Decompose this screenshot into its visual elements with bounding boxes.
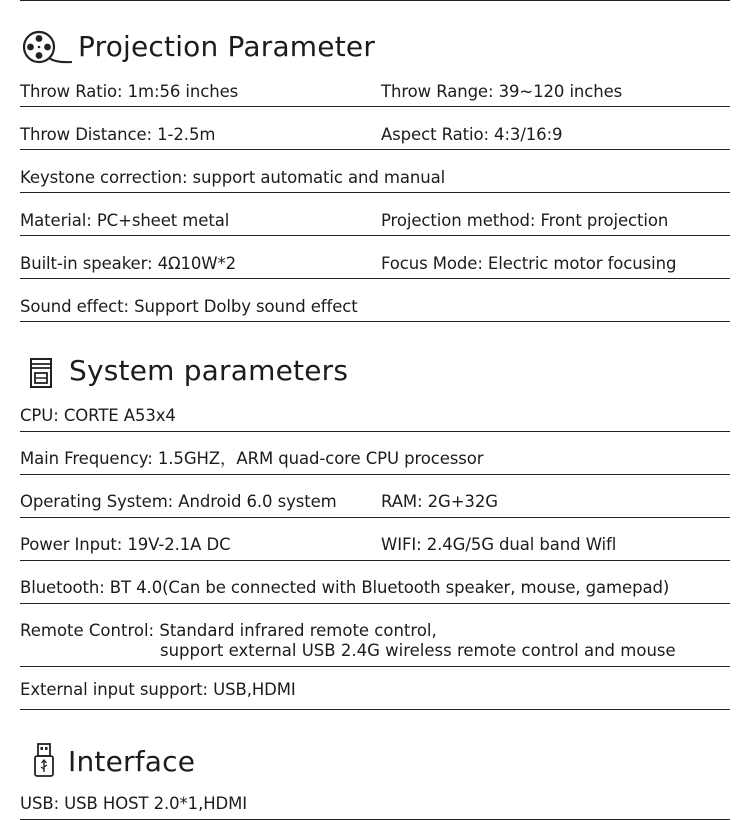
table-row (20, 431, 730, 475)
table-row (20, 106, 730, 150)
spec-main-frequency: Main Frequency: 1.5GHZ，ARM quad-core CPU processor (20, 449, 484, 468)
table-row (20, 235, 730, 279)
spec-remote-control: Remote Control: Standard infrared remote control, (20, 621, 437, 640)
table-row (20, 792, 730, 820)
spec-material: Material: PC+sheet metal (20, 211, 230, 230)
spec-focus-mode: Focus Mode: Electric motor focusing (381, 254, 677, 273)
spec-throw-distance: Throw Distance: 1-2.5m (20, 125, 216, 144)
table-row (20, 278, 730, 322)
system-section-header (20, 351, 420, 391)
spec-aspect-ratio: Aspect Ratio: 4:3/16:9 (381, 125, 563, 144)
spec-cpu: CPU: CORTE A53x4 (20, 406, 176, 425)
spec-keystone: Keystone correction: support automatic and manual (20, 168, 446, 187)
table-row (20, 404, 730, 432)
spec-operating-system: Operating System: Android 6.0 system (20, 492, 337, 511)
table-row (20, 149, 730, 193)
projection-section-title: Projection Parameter (78, 30, 376, 63)
spec-throw-ratio: Throw Ratio: 1m:56 inches (20, 82, 239, 101)
spec-wifi: WIFI: 2.4G/5G dual band Wifl (381, 535, 617, 554)
table-row (20, 560, 730, 604)
spec-usb: USB: USB HOST 2.0*1,HDMI (20, 794, 248, 813)
table-row (20, 192, 730, 236)
spec-throw-range: Throw Range: 39~120 inches (381, 82, 623, 101)
table-row (20, 517, 730, 561)
spec-projection-method: Projection method: Front projection (381, 211, 669, 230)
spec-remote-control-cont: support external USB 2.4G wireless remote control and mouse (160, 641, 676, 660)
chip-card-icon (28, 351, 58, 395)
spec-ram: RAM: 2G+32G (381, 492, 498, 511)
interface-section-header (20, 742, 420, 782)
interface-section-title: Interface (68, 745, 196, 778)
spec-external-input: External input support: USB,HDMI (20, 680, 296, 699)
top-divider (20, 0, 730, 1)
spec-power-input: Power Input: 19V-2.1A DC (20, 535, 231, 554)
table-row (20, 666, 730, 710)
film-reel-icon (20, 27, 76, 71)
table-row (20, 474, 730, 518)
spec-sound-effect: Sound effect: Support Dolby sound effect (20, 297, 358, 316)
projection-section-header (20, 27, 420, 67)
usb-plug-icon (32, 742, 58, 786)
table-row (20, 603, 730, 667)
table-row (20, 80, 730, 107)
spec-bluetooth: Bluetooth: BT 4.0(Can be connected with Bluetooth speaker, mouse, gamepad) (20, 578, 670, 597)
system-section-title: System parameters (69, 354, 349, 387)
spec-speaker: Built-in speaker: 4Ω10W*2 (20, 254, 237, 273)
